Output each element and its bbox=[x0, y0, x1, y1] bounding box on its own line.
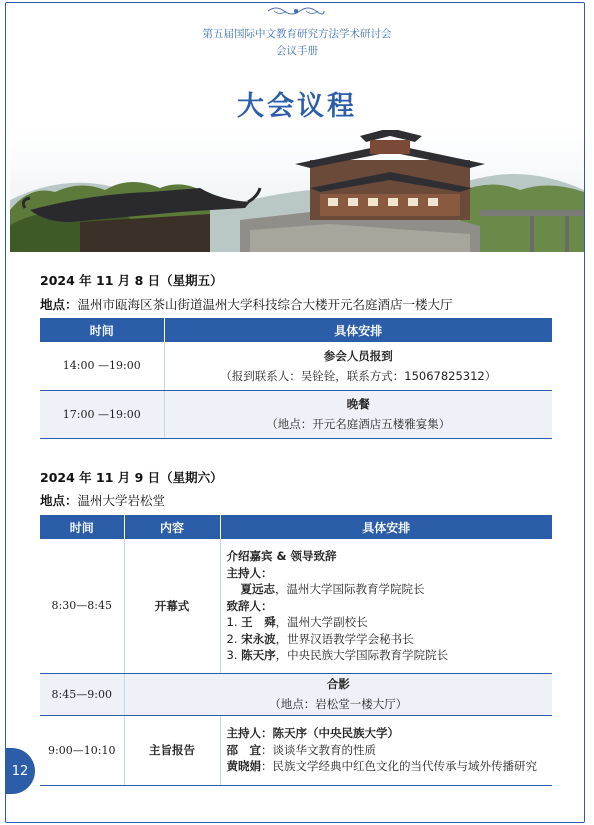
talk-topic: ：民族文学经典中红色文化的当代传承与域外传播研究 bbox=[261, 759, 537, 774]
arrangement-title: 参会人员报到 bbox=[323, 348, 393, 363]
speaker-line bbox=[227, 614, 553, 631]
row-time: 17:00 —19:00 bbox=[40, 390, 164, 438]
speaker-name: 陈天序 bbox=[241, 648, 276, 662]
handbook-label: 会议手册 bbox=[276, 45, 318, 57]
row-time: 8:45—9:00 bbox=[40, 673, 124, 715]
table-row bbox=[40, 539, 552, 673]
day1-date: 2024 年 11 月 8 日（星期五） bbox=[40, 273, 223, 288]
row-arrangement bbox=[124, 673, 552, 715]
speaker-title: ，中央民族大学国际教育学院院长 bbox=[275, 648, 449, 662]
row-arrangement bbox=[164, 390, 552, 438]
col-header-arrangement: 具体安排 bbox=[164, 318, 552, 342]
row-content: 开幕式 bbox=[124, 539, 220, 673]
table-row bbox=[40, 673, 552, 715]
host-label: 主持人： bbox=[226, 565, 273, 580]
keynote-host: 主持人：陈天序（中央民族大学） bbox=[226, 726, 399, 741]
day2-agenda-table bbox=[40, 515, 552, 786]
venue-text: 温州大学岩松堂 bbox=[77, 493, 166, 508]
host-name: 夏远志 bbox=[240, 582, 275, 596]
col-header-content: 内容 bbox=[124, 515, 220, 539]
speaker-num: 3. bbox=[226, 648, 242, 662]
talk-topic: ：谈谈华文教育的性质 bbox=[261, 742, 376, 757]
row-arrangement bbox=[220, 715, 552, 785]
arrangement-detail: （地点：开元名庭酒店五楼雅宴集） bbox=[266, 417, 451, 431]
day1-venue bbox=[40, 295, 453, 313]
row-time: 9:00—10:10 bbox=[40, 715, 124, 785]
opening-heading: 介绍嘉宾 & 领导致辞 bbox=[226, 549, 337, 563]
speaker-line bbox=[227, 631, 553, 648]
speaker-num: 1. bbox=[226, 615, 242, 629]
talk-speaker: 黄晓娟 bbox=[226, 759, 261, 774]
venue-text: 温州市瓯海区茶山街道温州大学科技综合大楼开元名庭酒店一楼大厅 bbox=[77, 297, 453, 312]
row-content: 主旨报告 bbox=[124, 715, 220, 785]
speakers-label: 致辞人： bbox=[226, 598, 273, 613]
day2-venue bbox=[40, 491, 165, 509]
table-row bbox=[40, 390, 552, 438]
table-row bbox=[40, 342, 552, 390]
day1-agenda-table bbox=[40, 318, 552, 439]
speaker-name: 宋永波 bbox=[241, 631, 276, 646]
row-time: 14:00 —19:00 bbox=[40, 342, 164, 390]
arrangement-detail: （报到联系人：吴铨铨，联系方式：15067825312） bbox=[220, 368, 497, 383]
arrangement-title: 晚餐 bbox=[346, 397, 370, 411]
speaker-title: ，温州大学副校长 bbox=[275, 615, 368, 629]
day2-date: 2024 年 11 月 9 日（星期六） bbox=[40, 470, 223, 485]
venue-label: 地点： bbox=[40, 297, 78, 312]
pavilion-landscape-image bbox=[10, 130, 584, 252]
table-header-row bbox=[40, 318, 552, 342]
speaker-name: 王 舜 bbox=[241, 615, 276, 629]
venue-label: 地点： bbox=[40, 493, 78, 508]
speaker-line bbox=[227, 647, 553, 664]
ornament-icon bbox=[266, 4, 326, 18]
arrangement-detail: （地点：岩松堂一楼大厅） bbox=[269, 697, 408, 711]
host-title: ，温州大学国际教育学院院长 bbox=[275, 582, 425, 596]
arrangement-title: 合影 bbox=[326, 677, 350, 691]
col-header-time: 时间 bbox=[40, 515, 124, 539]
page-title: 大会议程 bbox=[237, 91, 357, 122]
col-header-arrangement: 具体安排 bbox=[220, 515, 552, 539]
host-line bbox=[227, 581, 553, 598]
talk-line bbox=[227, 742, 553, 759]
speaker-num: 2. bbox=[226, 631, 242, 646]
table-row bbox=[40, 715, 552, 785]
conference-title: 第五届国际中文教育研究方法学术研讨会 bbox=[202, 28, 392, 40]
row-time: 8:30—8:45 bbox=[40, 539, 124, 673]
col-header-time: 时间 bbox=[40, 318, 164, 342]
speaker-title: ，世界汉语教学学会秘书长 bbox=[275, 631, 414, 646]
row-arrangement bbox=[164, 342, 552, 390]
talk-line bbox=[227, 758, 553, 775]
talk-speaker: 邵 宜 bbox=[226, 742, 261, 757]
row-arrangement bbox=[220, 539, 552, 673]
page-number-badge: 12 bbox=[5, 748, 35, 794]
table-header-row bbox=[40, 515, 552, 539]
